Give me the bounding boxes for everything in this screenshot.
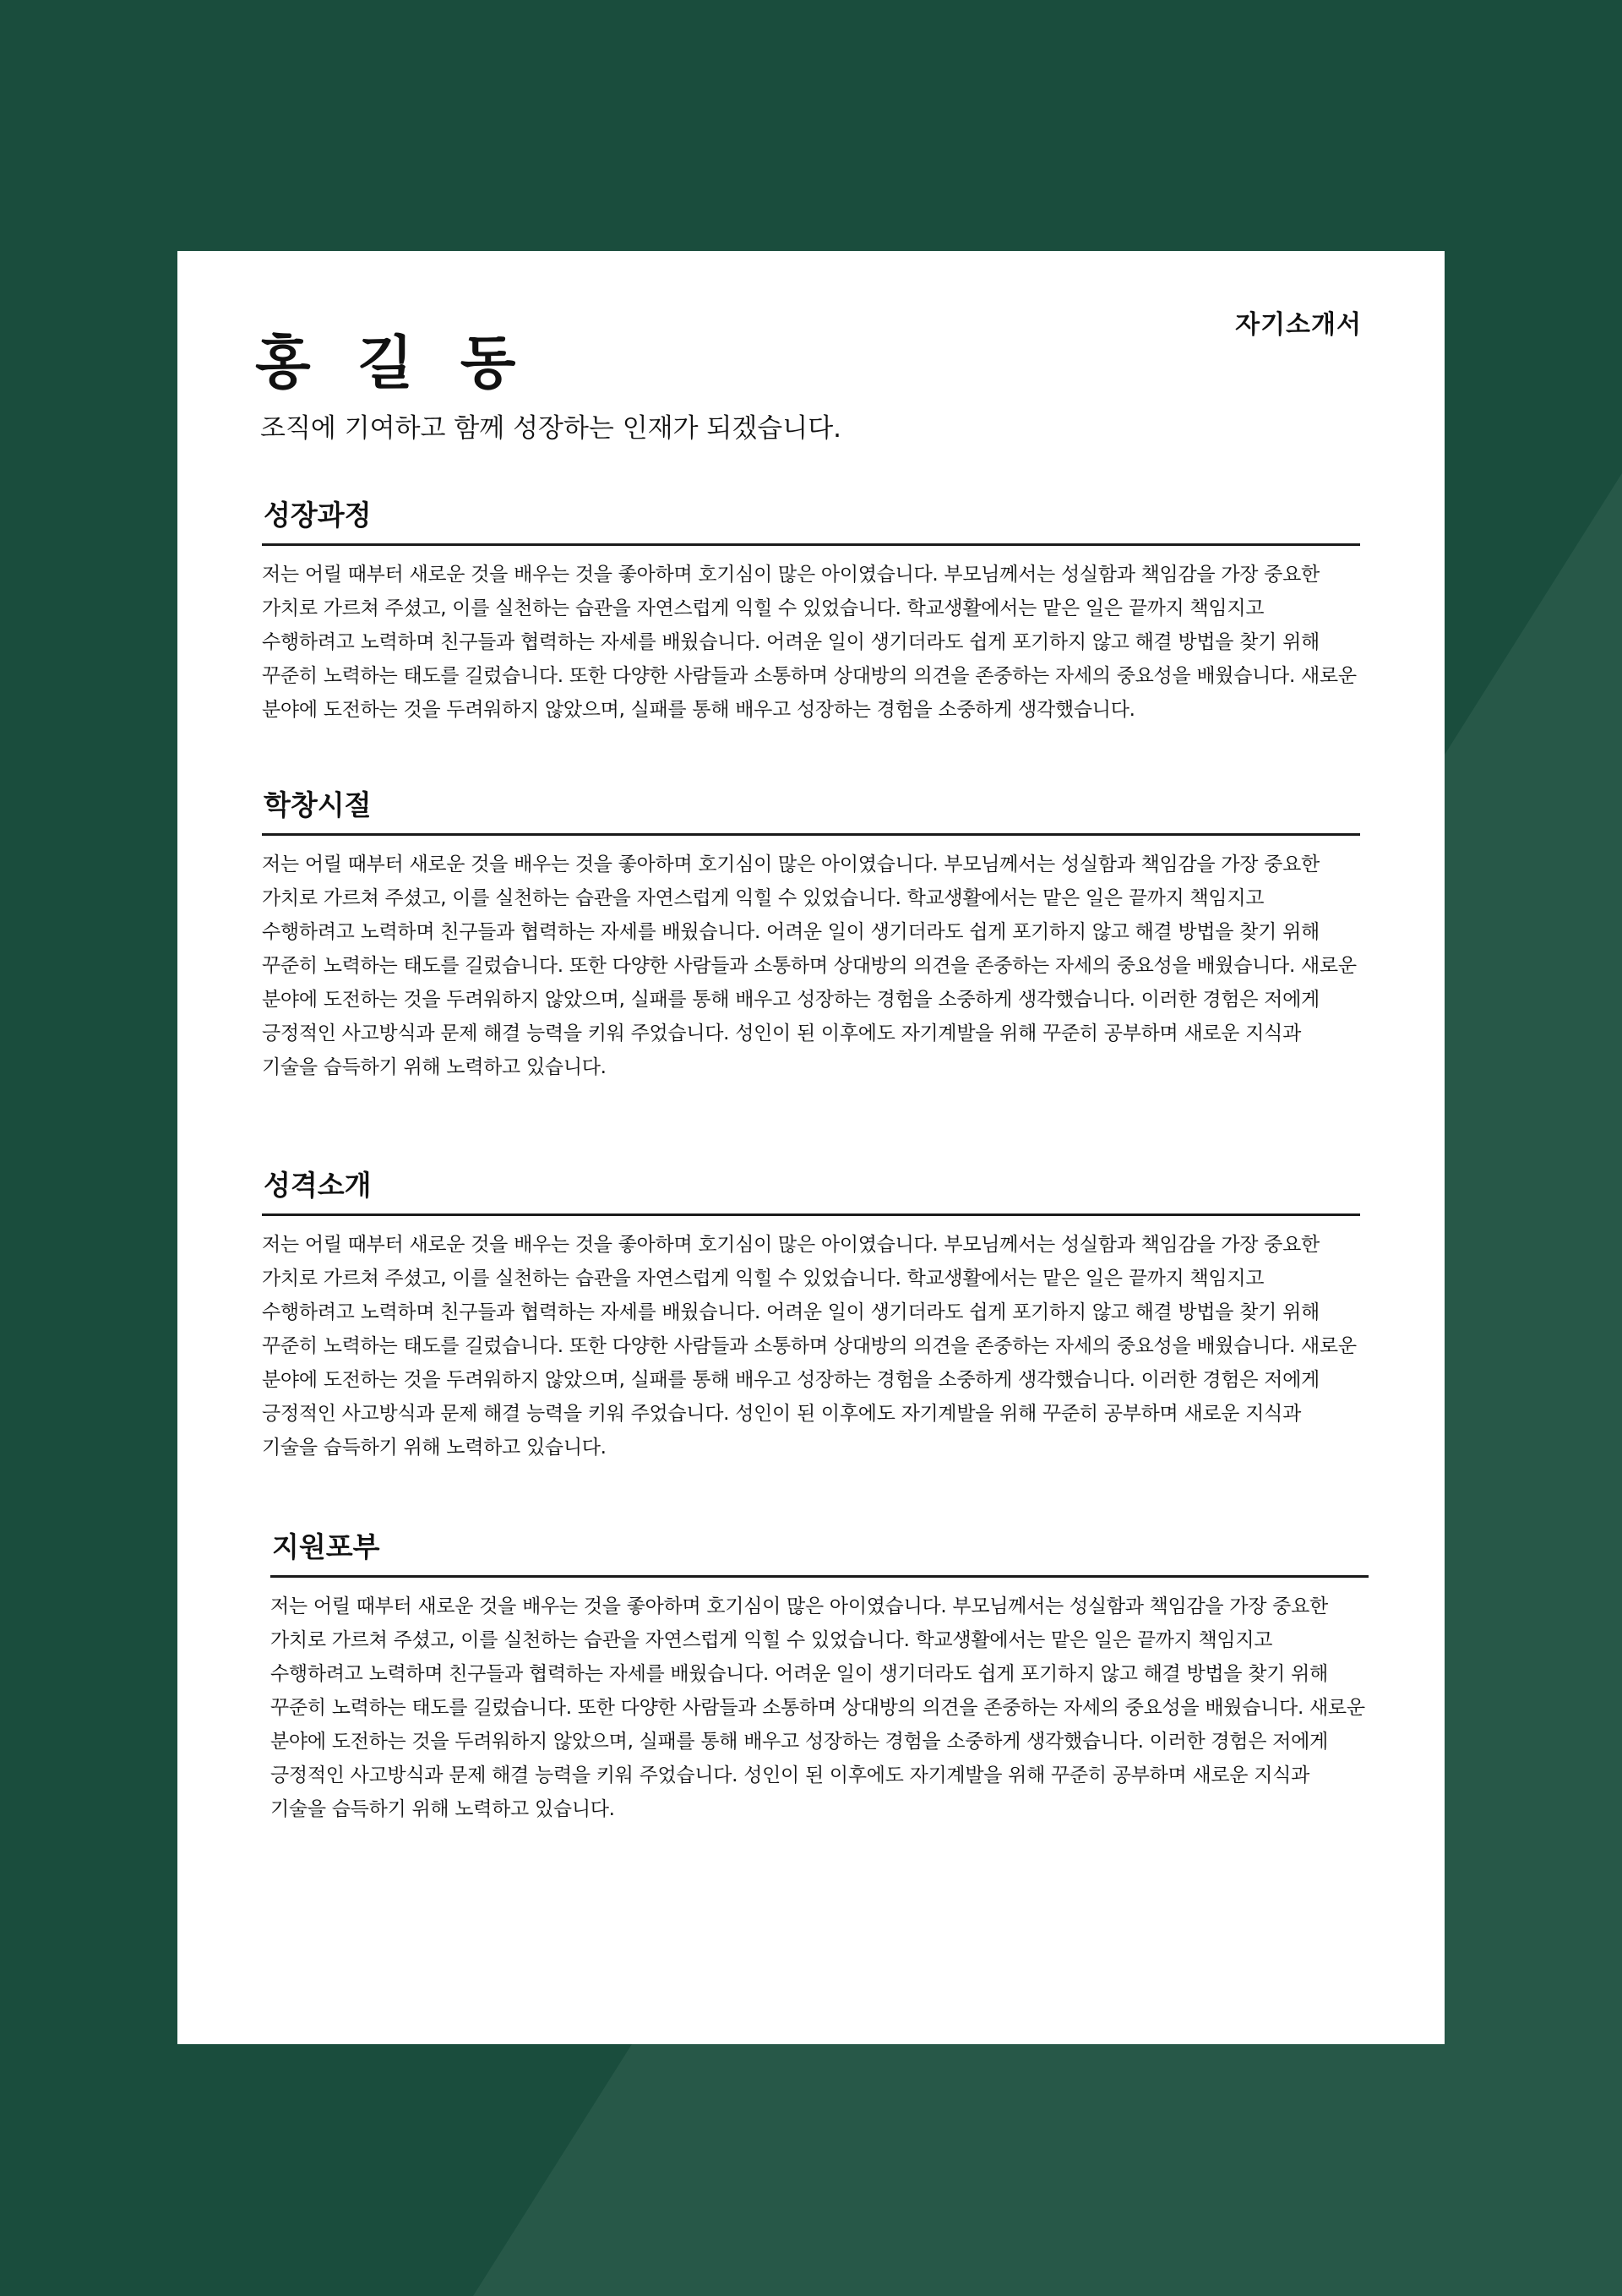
resume-sheet [177,251,1445,2044]
document-type-label: 자기소개서 [1235,310,1362,340]
section-body: 저는 어릴 때부터 새로운 것을 배우는 것을 좋아하며 호기심이 많은 아이였습니다. 부모님께서는 성실함과 책임감을 가장 중요한 가치로 가르쳐 주셨고, 이를 실천하는 습관을 자연스럽게 익힐 수 있었습니다. 학교생활에서는 맡은 일은 끝까지 책임지고 수행하려고 노력하며 친구들과 협력하는 자세를 배웠습니다. 어려운 일이 생기더라도 쉽게 포기하지 않고 해결 방법을 찾기 위해 꾸준히 노력하는 태도를 길렀습니다. 또한 다양한 사람들과 소통하며 상대방의 의견을 존중하는 자세의 중요성을 배웠습니다. 새로운 분야에 도전하는 것을 두려워하지 않았으며, 실패를 통해 배우고 성장하는 경험을 소중하게 생각했습니다. 이러한 경험은 저에게 긍정적인 사고방식과 문제 해결 능력을 키워 주었습니다. 성인이 된 이후에도 자기계발을 위해 꾸준히 공부하며 새로운 지식과 기술을 습득하기 위해 노력하고 있습니다. [262,1234,1357,1459]
section-personality [262,1166,1360,1464]
section-school-days [262,786,1360,1084]
section-title: 학창시절 [262,786,1360,836]
section-title: 성장과정 [262,496,1360,546]
applicant-name: 홍 길 동 [255,330,530,397]
section-aspiration [270,1528,1369,1826]
section-growth [262,496,1360,727]
section-title: 성격소개 [262,1166,1360,1216]
section-body: 저는 어릴 때부터 새로운 것을 배우는 것을 좋아하며 호기심이 많은 아이였습니다. 부모님께서는 성실함과 책임감을 가장 중요한 가치로 가르쳐 주셨고, 이를 실천하는 습관을 자연스럽게 익힐 수 있었습니다. 학교생활에서는 맡은 일은 끝까지 책임지고 수행하려고 노력하며 친구들과 협력하는 자세를 배웠습니다. 어려운 일이 생기더라도 쉽게 포기하지 않고 해결 방법을 찾기 위해 꾸준히 노력하는 태도를 길렀습니다. 또한 다양한 사람들과 소통하며 상대방의 의견을 존중하는 자세의 중요성을 배웠습니다. 새로운 분야에 도전하는 것을 두려워하지 않았으며, 실패를 통해 배우고 성장하는 경험을 소중하게 생각했습니다. 이러한 경험은 저에게 긍정적인 사고방식과 문제 해결 능력을 키워 주었습니다. 성인이 된 이후에도 자기계발을 위해 꾸준히 공부하며 새로운 지식과 기술을 습득하기 위해 노력하고 있습니다. [270,1595,1365,1820]
section-title: 지원포부 [270,1528,1369,1578]
section-body: 저는 어릴 때부터 새로운 것을 배우는 것을 좋아하며 호기심이 많은 아이였습니다. 부모님께서는 성실함과 책임감을 가장 중요한 가치로 가르쳐 주셨고, 이를 실천하는 습관을 자연스럽게 익힐 수 있었습니다. 학교생활에서는 맡은 일은 끝까지 책임지고 수행하려고 노력하며 친구들과 협력하는 자세를 배웠습니다. 어려운 일이 생기더라도 쉽게 포기하지 않고 해결 방법을 찾기 위해 꾸준히 노력하는 태도를 길렀습니다. 또한 다양한 사람들과 소통하며 상대방의 의견을 존중하는 자세의 중요성을 배웠습니다. 새로운 분야에 도전하는 것을 두려워하지 않았으며, 실패를 통해 배우고 성장하는 경험을 소중하게 생각했습니다. 이러한 경험은 저에게 긍정적인 사고방식과 문제 해결 능력을 키워 주었습니다. 성인이 된 이후에도 자기계발을 위해 꾸준히 공부하며 새로운 지식과 기술을 습득하기 위해 노력하고 있습니다. [262,854,1357,1078]
section-body: 저는 어릴 때부터 새로운 것을 배우는 것을 좋아하며 호기심이 많은 아이였습니다. 부모님께서는 성실함과 책임감을 가장 중요한 가치로 가르쳐 주셨고, 이를 실천하는 습관을 자연스럽게 익힐 수 있었습니다. 학교생활에서는 맡은 일은 끝까지 책임지고 수행하려고 노력하며 친구들과 협력하는 자세를 배웠습니다. 어려운 일이 생기더라도 쉽게 포기하지 않고 해결 방법을 찾기 위해 꾸준히 노력하는 태도를 길렀습니다. 또한 다양한 사람들과 소통하며 상대방의 의견을 존중하는 자세의 중요성을 배웠습니다. 새로운 분야에 도전하는 것을 두려워하지 않았으며, 실패를 통해 배우고 성장하는 경험을 소중하게 생각했습니다. [262,564,1357,721]
tagline: 조직에 기여하고 함께 성장하는 인재가 되겠습니다. [260,413,841,444]
